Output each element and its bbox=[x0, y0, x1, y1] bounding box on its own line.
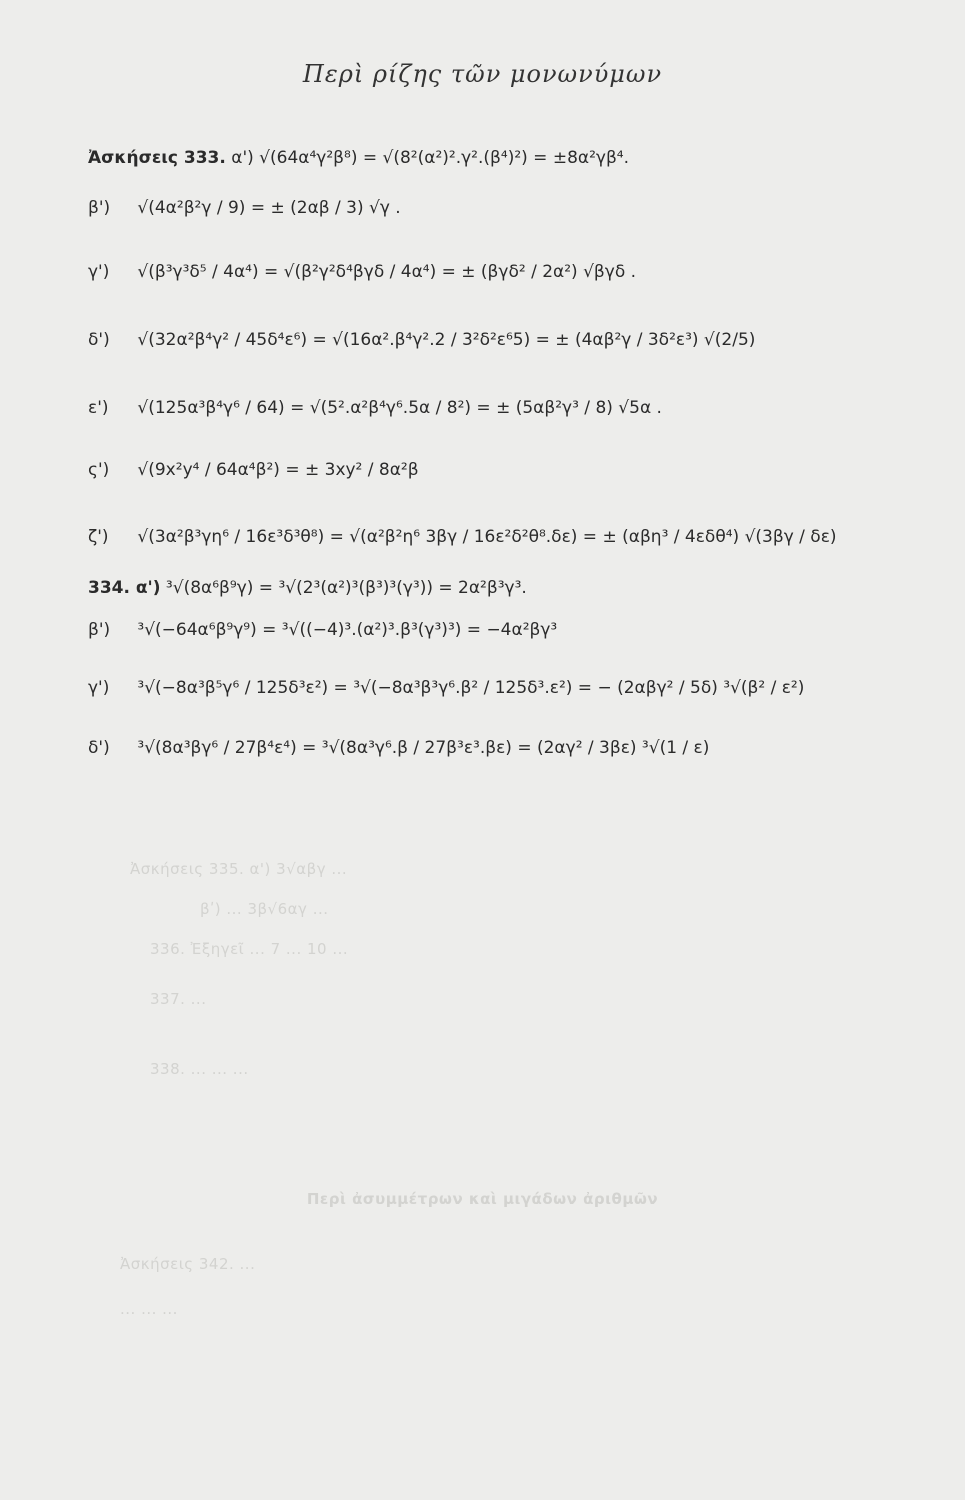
item-label: ς') bbox=[88, 460, 110, 480]
item-label: β') bbox=[88, 198, 111, 218]
bleed-through-text: 338. ... ... ... bbox=[150, 1060, 249, 1078]
exercises-heading: Ἀσκήσεις 333. bbox=[88, 148, 226, 168]
item-label: 334. α') bbox=[88, 578, 161, 598]
item-label: β') bbox=[88, 620, 111, 640]
bleed-through-text: Ἀσκήσεις 342. ... bbox=[120, 1255, 256, 1273]
bleed-through-text: 336. Ἐξηγεῖ ... 7 ... 10 ... bbox=[150, 940, 349, 958]
math-expression: √(32α²β⁴γ² / 45δ⁴ε⁶) = √(16α².β⁴γ².2 / 3²δ²ε⁶5) = ± (4αβ²γ / 3δ²ε³) √(2/5) bbox=[137, 330, 756, 350]
exercise-333-e bbox=[88, 398, 662, 418]
item-label: ε') bbox=[88, 398, 109, 418]
math-expression: √(9x²y⁴ / 64α⁴β²) = ± 3xy² / 8α²β bbox=[137, 460, 419, 480]
exercise-334-c bbox=[88, 678, 804, 698]
item-label: δ') bbox=[88, 330, 110, 350]
page-title: Περὶ ρίζης τῶν μονωνύμων bbox=[302, 60, 663, 88]
math-expression: ³√(8α³βγ⁶ / 27β⁴ε⁴) = ³√(8α³γ⁶.β / 27β³ε³.βε) = (2αγ² / 3βε) ³√(1 / ε) bbox=[137, 738, 710, 758]
exercise-333-c bbox=[88, 262, 636, 282]
math-expression: ³√(−8α³β⁵γ⁶ / 125δ³ε²) = ³√(−8α³β³γ⁶.β² / 125δ³.ε²) = − (2αβγ² / 5δ) ³√(β² / ε²) bbox=[137, 678, 805, 698]
bleed-through-text: Ἀσκήσεις 335. α') 3√αβγ ... bbox=[130, 860, 348, 878]
math-expression: √(4α²β²γ / 9) = ± (2αβ / 3) √γ . bbox=[137, 198, 401, 218]
item-label: γ') bbox=[88, 262, 110, 282]
math-expression: √(125α³β⁴γ⁶ / 64) = √(5².α²β⁴γ⁶.5α / 8²) = ± (5αβ²γ³ / 8) √5α . bbox=[137, 398, 662, 418]
exercise-334-d bbox=[88, 738, 709, 758]
exercise-334-b bbox=[88, 620, 557, 640]
math-expression: √(3α²β³γη⁶ / 16ε³δ³θ⁸) = √(α²β²η⁶ 3βγ / 16ε²δ²θ⁸.δε) = ± (αβη³ / 4εδθ⁴) √(3βγ / δε) bbox=[137, 527, 837, 547]
item-label: γ') bbox=[88, 678, 110, 698]
exercise-334-a bbox=[88, 578, 527, 598]
math-expression: ³√(−64α⁶β⁹γ⁹) = ³√((−4)³.(α²)³.β³(γ³)³) = −4α²βγ³ bbox=[137, 620, 558, 640]
exercise-333-d bbox=[88, 330, 755, 350]
math-expression: √(β³γ³δ⁵ / 4α⁴) = √(β²γ²δ⁴βγδ / 4α⁴) = ± (βγδ² / 2α²) √βγδ . bbox=[137, 262, 637, 282]
bleed-through-heading: Περὶ ἀσυμμέτρων καὶ μιγάδων ἀριθμῶν bbox=[306, 1190, 659, 1208]
exercise-333-b bbox=[88, 198, 401, 218]
math-expression: √(64α⁴γ²β⁸) = √(8²(α²)².γ².(β⁴)²) = ±8α²γβ⁴. bbox=[259, 148, 630, 168]
bleed-through-text: βʹ) ... 3β√6αγ ... bbox=[200, 900, 329, 918]
bleed-through-text: 337. ... bbox=[150, 990, 207, 1008]
exercise-333-st bbox=[88, 460, 419, 480]
exercise-333-a bbox=[88, 148, 629, 168]
item-label: δ') bbox=[88, 738, 110, 758]
bleed-through-text: ... ... ... bbox=[120, 1300, 178, 1318]
exercise-333-z bbox=[88, 527, 837, 547]
math-expression: ³√(8α⁶β⁹γ) = ³√(2³(α²)³(β³)³(γ³)) = 2α²β³γ³. bbox=[165, 578, 527, 598]
item-label: α') bbox=[231, 148, 254, 168]
item-label: ζ') bbox=[88, 527, 109, 547]
